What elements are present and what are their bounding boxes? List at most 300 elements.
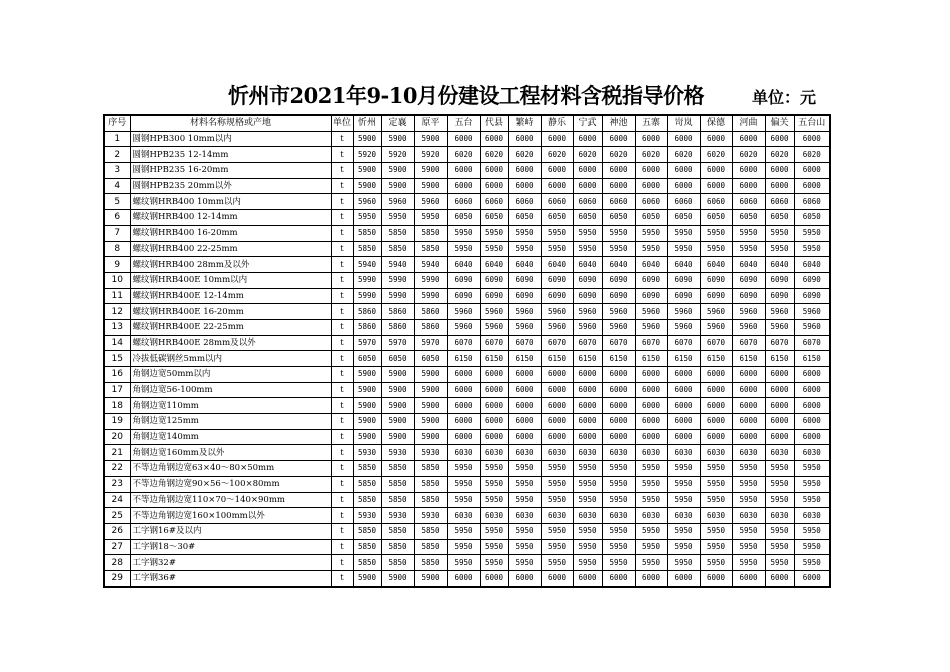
price-cell: 5850 xyxy=(414,539,447,555)
price-cell: 6090 xyxy=(667,272,700,288)
material-name: 螺纹钢HRB400E 22-25mm xyxy=(130,319,331,335)
price-cell: 5990 xyxy=(381,272,414,288)
material-name: 螺纹钢HRB400 12-14mm xyxy=(130,210,331,226)
price-cell: 6030 xyxy=(765,445,794,461)
price-cell: 5950 xyxy=(480,539,508,555)
price-cell: 6000 xyxy=(508,367,541,383)
price-cell: 5950 xyxy=(602,225,635,241)
price-cell: 5950 xyxy=(794,523,830,539)
price-cell: 5950 xyxy=(541,461,573,477)
price-cell: 5950 xyxy=(794,241,830,257)
table-body xyxy=(104,131,830,586)
price-cell: 6020 xyxy=(794,147,830,163)
price-cell: 5950 xyxy=(508,523,541,539)
price-cell: 6000 xyxy=(794,398,830,414)
price-cell: 5850 xyxy=(381,241,414,257)
price-cell: 5950 xyxy=(732,461,765,477)
column-header: 序号 xyxy=(104,115,130,131)
table-row xyxy=(104,147,830,163)
price-cell: 6000 xyxy=(480,178,508,194)
price-cell: 5930 xyxy=(353,508,381,524)
price-cell: 6000 xyxy=(508,382,541,398)
price-cell: 6000 xyxy=(541,570,573,586)
price-cell: 6090 xyxy=(447,288,480,304)
price-cell: 6070 xyxy=(508,335,541,351)
price-cell: 5950 xyxy=(635,555,667,571)
price-cell: 6000 xyxy=(573,367,602,383)
material-unit: t xyxy=(331,163,353,179)
price-cell: 6000 xyxy=(667,414,700,430)
price-cell: 5950 xyxy=(447,476,480,492)
price-cell: 5930 xyxy=(414,445,447,461)
price-cell: 5960 xyxy=(732,319,765,335)
price-cell: 5950 xyxy=(602,492,635,508)
price-cell: 6050 xyxy=(447,210,480,226)
price-cell: 5860 xyxy=(381,304,414,320)
price-cell: 5850 xyxy=(381,461,414,477)
price-cell: 5960 xyxy=(602,319,635,335)
material-unit: t xyxy=(331,492,353,508)
material-unit: t xyxy=(331,555,353,571)
price-cell: 6030 xyxy=(508,508,541,524)
price-cell: 5950 xyxy=(635,225,667,241)
price-cell: 6000 xyxy=(794,367,830,383)
price-cell: 6090 xyxy=(765,272,794,288)
price-cell: 5900 xyxy=(381,398,414,414)
price-cell: 6000 xyxy=(732,414,765,430)
material-unit: t xyxy=(331,539,353,555)
price-cell: 5950 xyxy=(381,210,414,226)
table-row xyxy=(104,555,830,571)
price-cell: 5960 xyxy=(480,304,508,320)
price-cell: 6020 xyxy=(635,147,667,163)
price-cell: 5950 xyxy=(508,225,541,241)
row-number: 11 xyxy=(104,288,130,304)
price-cell: 5960 xyxy=(765,304,794,320)
price-cell: 5960 xyxy=(508,304,541,320)
price-cell: 5950 xyxy=(667,225,700,241)
price-cell: 6000 xyxy=(602,178,635,194)
material-unit: t xyxy=(331,461,353,477)
material-unit: t xyxy=(331,382,353,398)
price-cell: 6050 xyxy=(353,351,381,367)
price-cell: 5850 xyxy=(353,492,381,508)
material-unit: t xyxy=(331,398,353,414)
price-cell: 6000 xyxy=(508,131,541,147)
price-cell: 5900 xyxy=(381,131,414,147)
price-cell: 5950 xyxy=(765,555,794,571)
price-cell: 6000 xyxy=(508,178,541,194)
material-unit: t xyxy=(331,570,353,586)
price-cell: 6000 xyxy=(480,570,508,586)
price-cell: 6050 xyxy=(602,210,635,226)
row-number: 2 xyxy=(104,147,130,163)
price-cell: 6000 xyxy=(667,163,700,179)
price-cell: 5950 xyxy=(667,539,700,555)
price-cell: 5900 xyxy=(381,570,414,586)
price-cell: 6050 xyxy=(414,351,447,367)
table-row xyxy=(104,241,830,257)
price-cell: 6090 xyxy=(602,288,635,304)
row-number: 22 xyxy=(104,461,130,477)
price-cell: 5950 xyxy=(794,461,830,477)
price-cell: 5930 xyxy=(381,445,414,461)
price-cell: 6030 xyxy=(602,508,635,524)
price-cell: 5950 xyxy=(447,539,480,555)
price-cell: 6000 xyxy=(602,398,635,414)
price-cell: 6000 xyxy=(794,163,830,179)
price-cell: 6150 xyxy=(700,351,732,367)
price-cell: 5960 xyxy=(667,319,700,335)
row-number: 15 xyxy=(104,351,130,367)
price-cell: 5960 xyxy=(573,304,602,320)
price-cell: 5960 xyxy=(541,319,573,335)
price-cell: 6000 xyxy=(541,382,573,398)
price-cell: 5960 xyxy=(353,194,381,210)
price-cell: 5900 xyxy=(381,382,414,398)
column-header: 岢岚 xyxy=(667,115,700,131)
table-row xyxy=(104,461,830,477)
price-cell: 6000 xyxy=(794,414,830,430)
price-cell: 6030 xyxy=(635,508,667,524)
price-cell: 6000 xyxy=(573,382,602,398)
material-name: 螺纹钢HRB400E 16-20mm xyxy=(130,304,331,320)
material-name: 角钢边宽110mm xyxy=(130,398,331,414)
price-cell: 6030 xyxy=(602,445,635,461)
price-cell: 5950 xyxy=(447,225,480,241)
price-cell: 6040 xyxy=(573,257,602,273)
price-cell: 6000 xyxy=(447,398,480,414)
table-row xyxy=(104,445,830,461)
material-name: 不等边角钢边宽63×40～80×50mm xyxy=(130,461,331,477)
price-cell: 6050 xyxy=(732,210,765,226)
material-name: 不等边角钢边宽110×70～140×90mm xyxy=(130,492,331,508)
price-cell: 5850 xyxy=(381,476,414,492)
price-cell: 6000 xyxy=(732,163,765,179)
price-cell: 6000 xyxy=(480,398,508,414)
price-cell: 6070 xyxy=(635,335,667,351)
price-cell: 5850 xyxy=(414,523,447,539)
price-cell: 6000 xyxy=(700,570,732,586)
price-cell: 5950 xyxy=(602,555,635,571)
material-name: 角钢边宽50mm以内 xyxy=(130,367,331,383)
material-name: 冷拔低碳钢丝5mm以内 xyxy=(130,351,331,367)
price-cell: 5900 xyxy=(353,131,381,147)
price-cell: 5960 xyxy=(447,319,480,335)
price-cell: 6000 xyxy=(700,382,732,398)
price-cell: 5950 xyxy=(508,461,541,477)
price-cell: 6000 xyxy=(765,414,794,430)
price-cell: 5950 xyxy=(541,225,573,241)
price-cell: 6000 xyxy=(480,429,508,445)
table-row xyxy=(104,539,830,555)
price-cell: 5940 xyxy=(353,257,381,273)
price-cell: 5950 xyxy=(794,225,830,241)
column-header: 静乐 xyxy=(541,115,573,131)
price-cell: 6000 xyxy=(700,414,732,430)
price-cell: 6000 xyxy=(635,398,667,414)
price-cell: 6030 xyxy=(700,508,732,524)
row-number: 13 xyxy=(104,319,130,335)
price-cell: 5950 xyxy=(602,523,635,539)
price-cell: 5950 xyxy=(700,492,732,508)
price-cell: 6030 xyxy=(794,445,830,461)
price-cell: 6000 xyxy=(541,178,573,194)
price-cell: 6000 xyxy=(508,414,541,430)
price-cell: 6000 xyxy=(541,131,573,147)
price-cell: 6000 xyxy=(700,429,732,445)
price-cell: 6040 xyxy=(480,257,508,273)
price-cell: 5900 xyxy=(353,382,381,398)
material-unit: t xyxy=(331,147,353,163)
table-header-row xyxy=(104,115,830,131)
price-cell: 5900 xyxy=(353,178,381,194)
price-cell: 6000 xyxy=(602,414,635,430)
price-cell: 5950 xyxy=(353,210,381,226)
price-cell: 5860 xyxy=(414,319,447,335)
price-cell: 5960 xyxy=(794,304,830,320)
price-cell: 6070 xyxy=(602,335,635,351)
price-cell: 6000 xyxy=(602,382,635,398)
price-cell: 5950 xyxy=(667,523,700,539)
unit-label: 单位：元 xyxy=(752,88,817,107)
price-cell: 6000 xyxy=(635,382,667,398)
price-cell: 6070 xyxy=(667,335,700,351)
material-unit: t xyxy=(331,445,353,461)
row-number: 19 xyxy=(104,414,130,430)
price-cell: 5950 xyxy=(635,461,667,477)
price-cell: 5950 xyxy=(480,555,508,571)
price-cell: 6050 xyxy=(667,210,700,226)
price-cell: 6000 xyxy=(447,178,480,194)
price-cell: 5850 xyxy=(353,241,381,257)
table-row xyxy=(104,508,830,524)
price-cell: 6000 xyxy=(667,382,700,398)
price-cell: 6090 xyxy=(700,272,732,288)
column-header: 忻州 xyxy=(353,115,381,131)
price-cell: 6020 xyxy=(573,147,602,163)
price-cell: 5950 xyxy=(541,539,573,555)
price-cell: 5920 xyxy=(353,147,381,163)
material-unit: t xyxy=(331,319,353,335)
price-cell: 5950 xyxy=(635,492,667,508)
price-cell: 6020 xyxy=(602,147,635,163)
price-cell: 5900 xyxy=(381,163,414,179)
table-row xyxy=(104,492,830,508)
price-cell: 6000 xyxy=(732,178,765,194)
price-cell: 5950 xyxy=(480,523,508,539)
price-cell: 6000 xyxy=(700,178,732,194)
row-number: 8 xyxy=(104,241,130,257)
price-cell: 5950 xyxy=(447,555,480,571)
price-cell: 5950 xyxy=(700,476,732,492)
price-cell: 5900 xyxy=(381,367,414,383)
price-cell: 6040 xyxy=(602,257,635,273)
price-cell: 6070 xyxy=(700,335,732,351)
price-cell: 6150 xyxy=(667,351,700,367)
price-cell: 5950 xyxy=(602,539,635,555)
row-number: 28 xyxy=(104,555,130,571)
table-row xyxy=(104,523,830,539)
price-cell: 5970 xyxy=(414,335,447,351)
price-cell: 5960 xyxy=(700,319,732,335)
row-number: 26 xyxy=(104,523,130,539)
price-cell: 6020 xyxy=(447,147,480,163)
price-cell: 5950 xyxy=(667,476,700,492)
price-cell: 5860 xyxy=(353,304,381,320)
price-cell: 6000 xyxy=(508,163,541,179)
price-cell: 6000 xyxy=(635,131,667,147)
row-number: 24 xyxy=(104,492,130,508)
column-header: 材料名称规格或产地 xyxy=(130,115,331,131)
price-cell: 5950 xyxy=(573,539,602,555)
price-cell: 5950 xyxy=(765,241,794,257)
material-name: 角钢边宽125mm xyxy=(130,414,331,430)
row-number: 10 xyxy=(104,272,130,288)
price-cell: 5950 xyxy=(700,241,732,257)
price-cell: 6150 xyxy=(508,351,541,367)
price-cell: 6020 xyxy=(508,147,541,163)
column-header: 五台山 xyxy=(794,115,830,131)
price-cell: 5850 xyxy=(414,241,447,257)
price-cell: 6000 xyxy=(602,367,635,383)
price-cell: 5930 xyxy=(353,445,381,461)
price-cell: 6000 xyxy=(447,429,480,445)
price-cell: 5950 xyxy=(794,492,830,508)
price-cell: 5950 xyxy=(765,461,794,477)
price-cell: 6090 xyxy=(508,272,541,288)
price-cell: 5950 xyxy=(700,523,732,539)
row-number: 23 xyxy=(104,476,130,492)
material-name: 不等边角钢边宽160×100mm以外 xyxy=(130,508,331,524)
price-cell: 6000 xyxy=(700,131,732,147)
price-cell: 6060 xyxy=(573,194,602,210)
price-cell: 6020 xyxy=(765,147,794,163)
price-cell: 6050 xyxy=(635,210,667,226)
price-cell: 6000 xyxy=(447,382,480,398)
material-name: 螺纹钢HRB400E 10mm以内 xyxy=(130,272,331,288)
price-cell: 5960 xyxy=(635,304,667,320)
price-cell: 5950 xyxy=(602,461,635,477)
price-cell: 6020 xyxy=(667,147,700,163)
price-cell: 6150 xyxy=(765,351,794,367)
table-row xyxy=(104,304,830,320)
price-cell: 6000 xyxy=(794,131,830,147)
price-cell: 6030 xyxy=(732,445,765,461)
row-number: 4 xyxy=(104,178,130,194)
price-cell: 5900 xyxy=(381,429,414,445)
price-cell: 5900 xyxy=(381,414,414,430)
material-name: 圆钢HPB235 20mm以外 xyxy=(130,178,331,194)
price-cell: 5950 xyxy=(447,241,480,257)
column-header: 神池 xyxy=(602,115,635,131)
material-name: 工字钢36# xyxy=(130,570,331,586)
price-cell: 6000 xyxy=(667,178,700,194)
price-cell: 6000 xyxy=(541,429,573,445)
price-cell: 6090 xyxy=(732,288,765,304)
price-cell: 6000 xyxy=(765,398,794,414)
material-name: 工字钢18～30# xyxy=(130,539,331,555)
table-row xyxy=(104,476,830,492)
price-cell: 6040 xyxy=(765,257,794,273)
price-cell: 6030 xyxy=(480,445,508,461)
price-cell: 6000 xyxy=(447,414,480,430)
title-row xyxy=(0,82,950,112)
price-cell: 5950 xyxy=(765,225,794,241)
price-cell: 6090 xyxy=(480,272,508,288)
price-cell: 6070 xyxy=(732,335,765,351)
price-cell: 6050 xyxy=(480,210,508,226)
price-cell: 6040 xyxy=(732,257,765,273)
price-cell: 6000 xyxy=(447,131,480,147)
price-cell: 6090 xyxy=(667,288,700,304)
price-cell: 5950 xyxy=(573,241,602,257)
price-cell: 5950 xyxy=(765,539,794,555)
price-cell: 6000 xyxy=(602,570,635,586)
material-unit: t xyxy=(331,523,353,539)
table-row xyxy=(104,272,830,288)
price-cell: 5950 xyxy=(480,225,508,241)
price-cell: 5850 xyxy=(353,476,381,492)
row-number: 29 xyxy=(104,570,130,586)
material-unit: t xyxy=(331,272,353,288)
price-cell: 6040 xyxy=(794,257,830,273)
price-cell: 5950 xyxy=(573,225,602,241)
price-cell: 6020 xyxy=(700,147,732,163)
price-cell: 6000 xyxy=(480,414,508,430)
price-cell: 5950 xyxy=(635,523,667,539)
price-cell: 6000 xyxy=(700,398,732,414)
row-number: 3 xyxy=(104,163,130,179)
price-cell: 6030 xyxy=(480,508,508,524)
price-cell: 5900 xyxy=(414,398,447,414)
price-cell: 5950 xyxy=(480,476,508,492)
price-cell: 6030 xyxy=(794,508,830,524)
material-name: 螺纹钢HRB400 10mm以内 xyxy=(130,194,331,210)
price-cell: 5900 xyxy=(353,367,381,383)
price-cell: 5900 xyxy=(414,367,447,383)
price-cell: 5950 xyxy=(573,492,602,508)
price-cell: 5950 xyxy=(700,539,732,555)
price-cell: 5860 xyxy=(381,319,414,335)
row-number: 7 xyxy=(104,225,130,241)
price-cell: 5950 xyxy=(573,555,602,571)
price-cell: 6000 xyxy=(667,131,700,147)
price-cell: 6000 xyxy=(700,367,732,383)
price-cell: 6030 xyxy=(635,445,667,461)
price-cell: 6000 xyxy=(447,163,480,179)
price-cell: 6000 xyxy=(765,163,794,179)
table-row xyxy=(104,429,830,445)
price-cell: 6060 xyxy=(447,194,480,210)
column-header: 五寨 xyxy=(635,115,667,131)
price-cell: 5950 xyxy=(508,241,541,257)
price-cell: 6030 xyxy=(700,445,732,461)
price-cell: 6000 xyxy=(602,163,635,179)
column-header: 偏关 xyxy=(765,115,794,131)
price-cell: 6030 xyxy=(732,508,765,524)
row-number: 17 xyxy=(104,382,130,398)
price-cell: 6070 xyxy=(541,335,573,351)
table-row xyxy=(104,257,830,273)
price-cell: 6090 xyxy=(480,288,508,304)
price-cell: 6050 xyxy=(381,351,414,367)
price-cell: 5950 xyxy=(541,476,573,492)
price-cell: 5970 xyxy=(353,335,381,351)
price-cell: 6050 xyxy=(700,210,732,226)
price-cell: 5900 xyxy=(353,163,381,179)
price-cell: 6150 xyxy=(635,351,667,367)
